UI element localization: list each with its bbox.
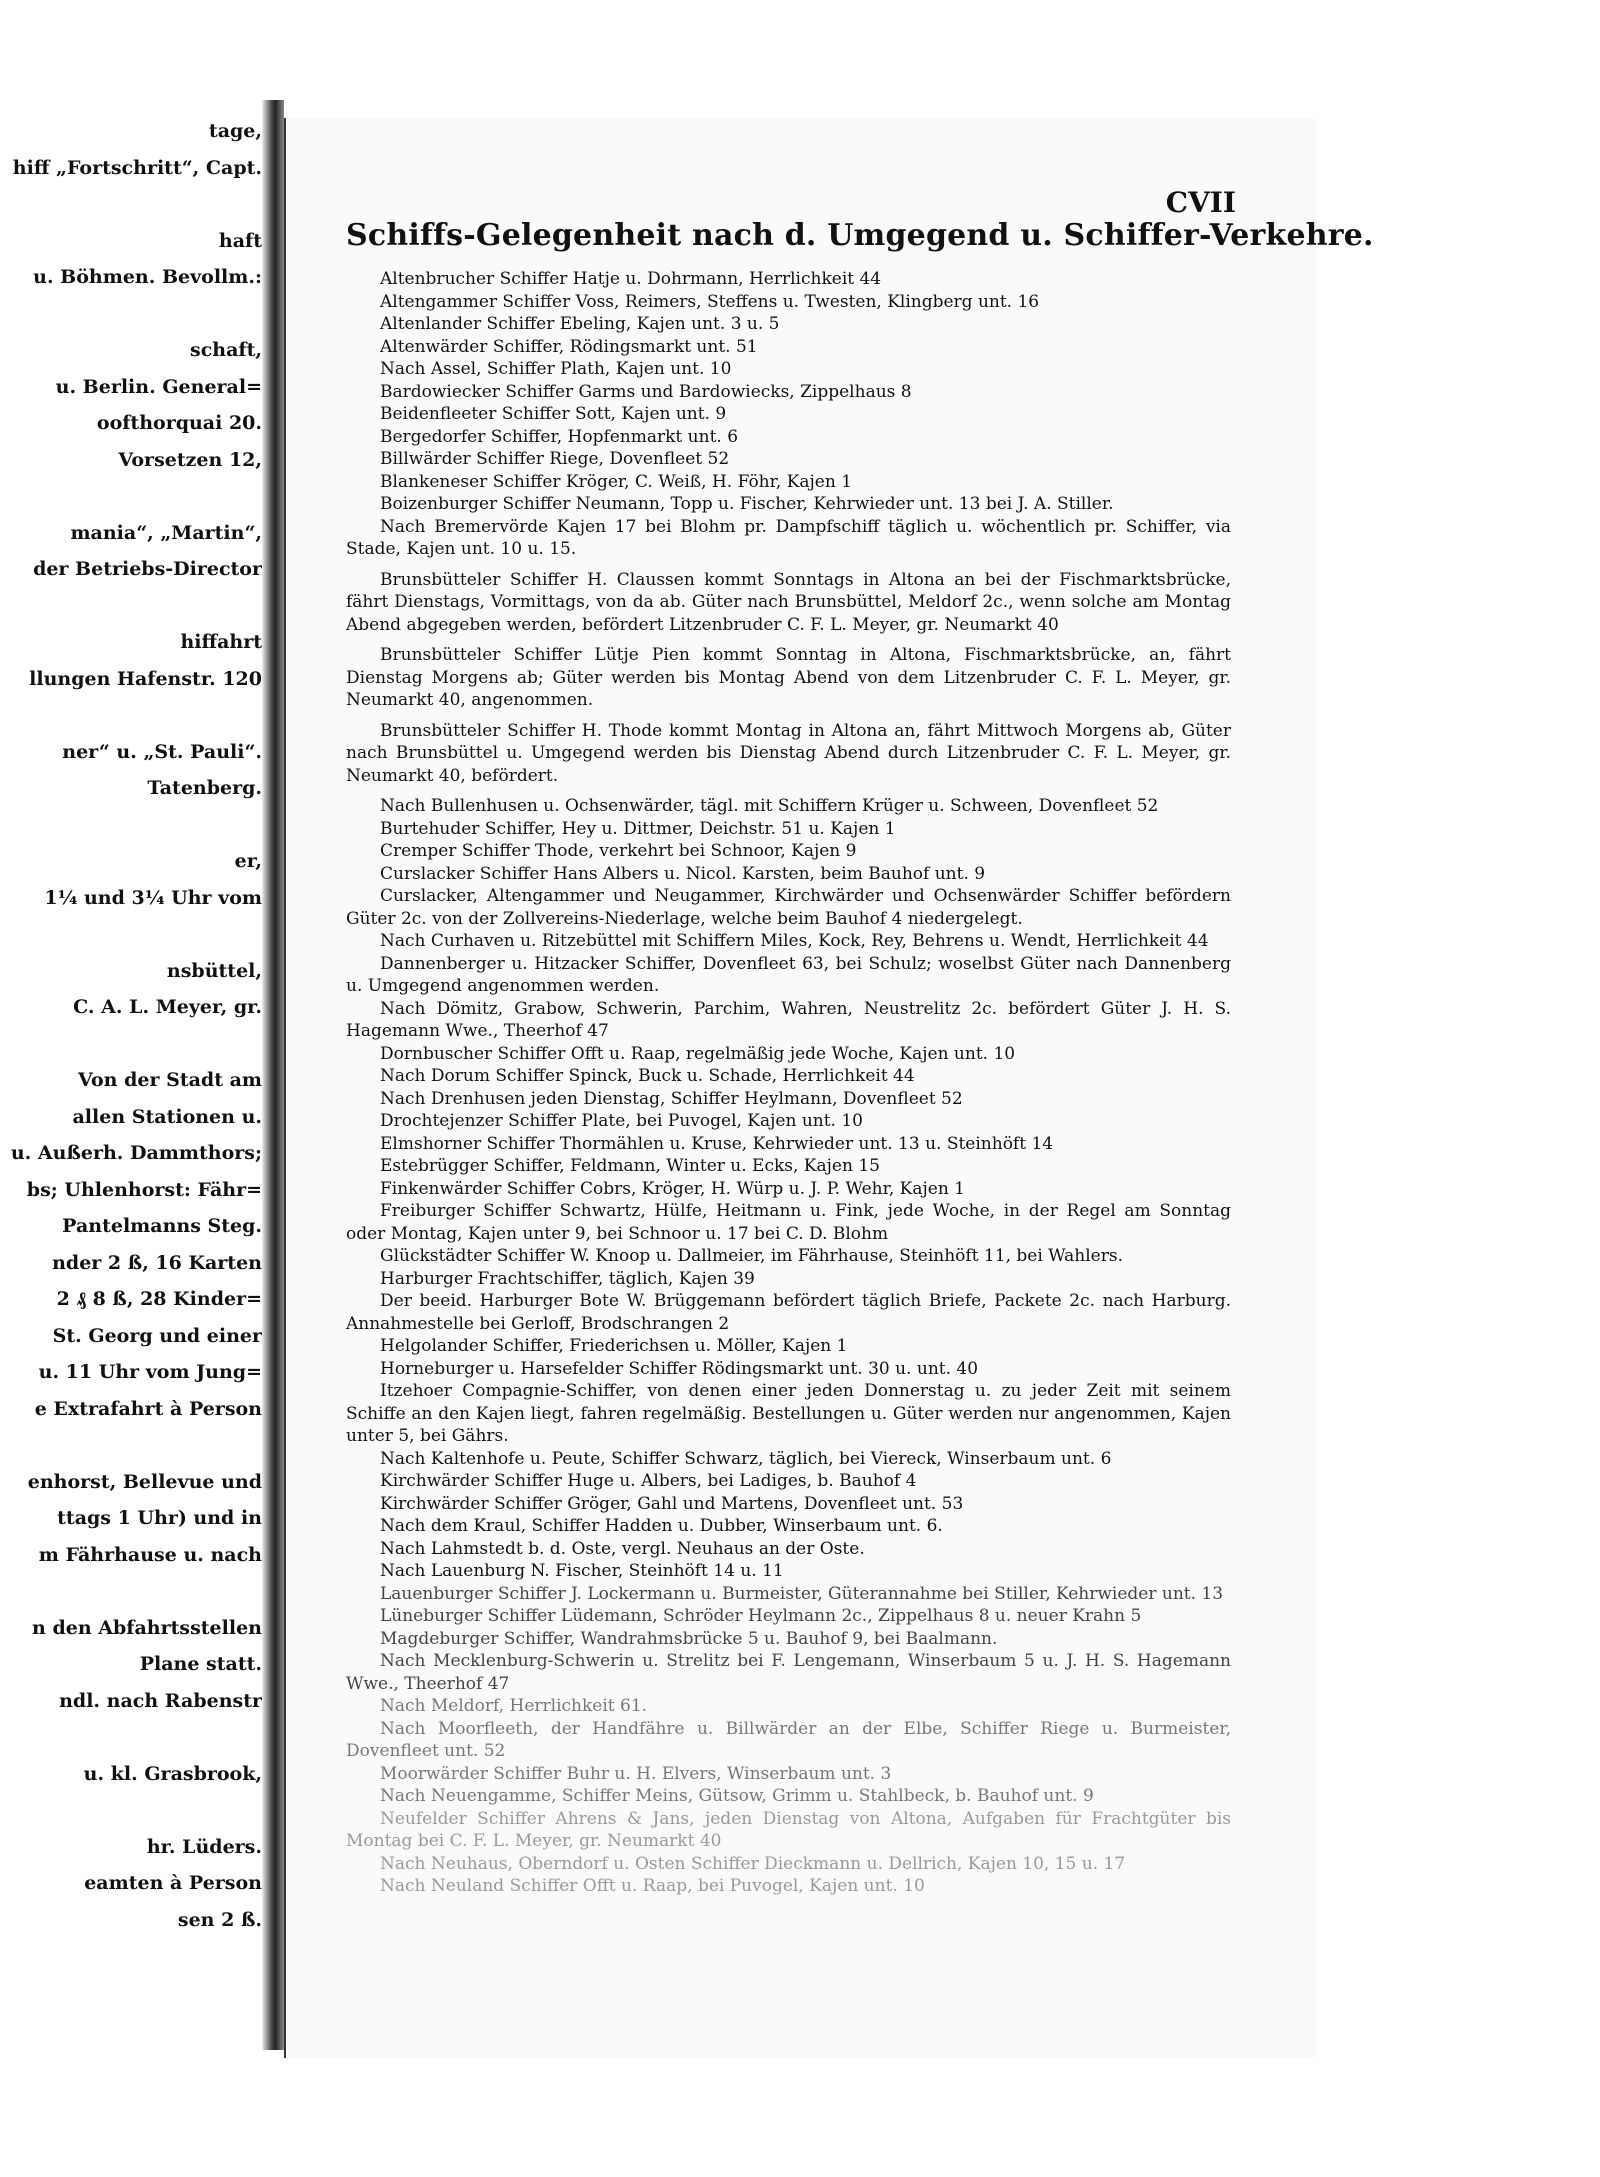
facing-page-line: schaft, bbox=[190, 339, 262, 361]
facing-page-line: hiff „Fortschritt“, Capt. bbox=[12, 156, 262, 179]
directory-entry: Der beeid. Harburger Bote W. Brüggemann befördert täglich Briefe, Packete 2c. nach Harburg. Annahmestelle bei Gerloff, Brodschrangen 2 bbox=[346, 1291, 1231, 1334]
directory-entry: Elmshorner Schiffer Thormählen u. Kruse, Kehrwieder unt. 13 u. Steinhöft 14 bbox=[380, 1133, 1054, 1154]
directory-entry: Harburger Frachtschiffer, täglich, Kajen 39 bbox=[380, 1268, 755, 1289]
directory-entry: Nach Neuhaus, Oberndorf u. Osten Schiffer Dieckmann u. Dellrich, Kajen 10, 15 u. 17 bbox=[380, 1853, 1126, 1874]
facing-page-line: haft bbox=[218, 229, 262, 252]
directory-entry: Kirchwärder Schiffer Gröger, Gahl und Martens, Dovenfleet unt. 53 bbox=[380, 1493, 964, 1514]
directory-entry: Neufelder Schiffer Ahrens & Jans, jeden Dienstag von Altona, Aufgaben für Frachtgüter bis Montag bei C. F. L. Meyer, gr. Neumarkt 40 bbox=[346, 1808, 1231, 1851]
facing-page-line: St. Georg und einer bbox=[52, 1324, 262, 1347]
facing-page-line: hr. Lüders. bbox=[146, 1835, 262, 1858]
facing-page-line: tage, bbox=[208, 120, 262, 142]
directory-entry: Nach dem Kraul, Schiffer Hadden u. Dubber, Winserbaum unt. 6. bbox=[380, 1516, 943, 1536]
facing-page-line: nder 2 ß, 16 Karten bbox=[52, 1251, 262, 1274]
document-page bbox=[284, 118, 1374, 2058]
facing-page-line: u. Außerh. Dammthors; bbox=[10, 1142, 262, 1164]
directory-entry: Bardowiecker Schiffer Garms und Bardowiecks, Zippelhaus 8 bbox=[380, 381, 912, 402]
directory-entry: Nach Mecklenburg-Schwerin u. Strelitz bei F. Lengemann, Winserbaum 5 u. J. H. S. Hagemann Wwe., Theerhof 47 bbox=[346, 1651, 1231, 1694]
directory-entry: Finkenwärder Schiffer Cobrs, Kröger, H. Würp u. J. P. Wehr, Kajen 1 bbox=[380, 1178, 965, 1199]
facing-page-line: ner“ u. „St. Pauli“. bbox=[62, 740, 262, 763]
entry-list bbox=[346, 268, 1231, 1898]
directory-entry: Brunsbütteler Schiffer Lütje Pien kommt Sonntag in Altona, Fischmarktsbrücke, an, fährt Dienstag Morgens ab; Güter werden bis Montag Abend von dem Litzenbruder C. F. L. Meyer, gr. Neumarkt 40, angenommen. bbox=[346, 645, 1231, 710]
directory-entry: Lüneburger Schiffer Lüdemann, Schröder Heylmann 2c., Zippelhaus 8 u. neuer Krahn 5 bbox=[380, 1606, 1142, 1626]
directory-entry: Bergedorfer Schiffer, Hopfenmarkt unt. 6 bbox=[380, 426, 739, 447]
directory-entry: Brunsbütteler Schiffer H. Claussen kommt Sonntags in Altona an bei der Fischmarktsbrücke, fährt Dienstags, Vormittags, von da ab. Güter nach Brunsbüttel, Meldorf 2c., wenn solche am Montag Abend abgegeben werden, befördert Litzenbruder C. F. L. Meyer, gr. Neumarkt 40 bbox=[346, 569, 1231, 635]
directory-entry: Altenwärder Schiffer, Rödingsmarkt unt. 51 bbox=[380, 336, 758, 357]
page-number: CVII bbox=[1165, 186, 1236, 219]
facing-page-line: u. kl. Grasbrook, bbox=[83, 1762, 262, 1785]
directory-entry: Drochtejenzer Schiffer Plate, bei Puvogel, Kajen unt. 10 bbox=[380, 1111, 863, 1131]
directory-entry: Nach Moorfleeth, der Handfähre u. Billwärder an der Elbe, Schiffer Riege u. Burmeister, Dovenfleet unt. 52 bbox=[346, 1718, 1231, 1761]
directory-entry: Estebrügger Schiffer, Feldmann, Winter u. Ecks, Kajen 15 bbox=[380, 1156, 880, 1176]
facing-page-line: Tatenberg. bbox=[147, 777, 262, 799]
facing-page-line: eamten à Person bbox=[84, 1872, 262, 1894]
facing-page-fragment bbox=[0, 120, 262, 2020]
directory-entry: Nach Bullenhusen u. Ochsenwärder, tägl. mit Schiffern Krüger u. Schween, Dovenfleet 52 bbox=[380, 796, 1159, 816]
directory-entry: Kirchwärder Schiffer Huge u. Albers, bei Ladiges, b. Bauhof 4 bbox=[380, 1471, 917, 1491]
directory-entry: Blankeneser Schiffer Kröger, C. Weiß, H. Föhr, Kajen 1 bbox=[380, 471, 853, 492]
facing-page-line: 2 ₰ 8 ß, 28 Kinder= bbox=[56, 1288, 262, 1310]
directory-entry: Altengammer Schiffer Voss, Reimers, Steffens u. Twesten, Klingberg unt. 16 bbox=[380, 291, 1040, 312]
directory-entry: Itzehoer Compagnie-Schiffer, von denen einer jeden Donnerstag u. zu jeder Zeit mit seinem Schiffe an den Kajen liegt, fahren regelmäßig. Bestellungen u. Güter werden nur angenommen, Kajen unter 5, bei Gährs. bbox=[346, 1381, 1231, 1446]
facing-page-line: Von der Stadt am bbox=[78, 1069, 262, 1091]
facing-page-line: der Betriebs-Director bbox=[33, 558, 262, 580]
facing-page-line: er, bbox=[234, 850, 262, 872]
directory-entry: Nach Dorum Schiffer Spinck, Buck u. Schade, Herrlichkeit 44 bbox=[380, 1066, 915, 1086]
directory-entry: Altenbrucher Schiffer Hatje u. Dohrmann, Herrlichkeit 44 bbox=[380, 269, 882, 289]
facing-page-line: Plane statt. bbox=[139, 1653, 262, 1675]
directory-entry: Helgolander Schiffer, Friederichsen u. Möller, Kajen 1 bbox=[380, 1336, 848, 1356]
facing-page-line: ttags 1 Uhr) und in bbox=[57, 1507, 262, 1529]
directory-entry: Nach Dömitz, Grabow, Schwerin, Parchim, Wahren, Neustrelitz 2c. befördert Güter J. H. S. Hagemann Wwe., Theerhof 47 bbox=[346, 998, 1231, 1041]
facing-page-line: allen Stationen u. bbox=[72, 1105, 262, 1128]
facing-page-line: u. Berlin. General= bbox=[55, 375, 262, 398]
directory-entry: Altenlander Schiffer Ebeling, Kajen unt. 3 u. 5 bbox=[380, 314, 780, 334]
facing-page-line: nsbüttel, bbox=[166, 959, 262, 982]
directory-entry: Beidenfleeter Schiffer Sott, Kajen unt. 9 bbox=[380, 404, 727, 424]
directory-entry: Glückstädter Schiffer W. Knoop u. Dallmeier, im Fährhause, Steinhöft 11, bei Wahlers. bbox=[380, 1246, 1123, 1266]
facing-page-line: oofthorquai 20. bbox=[96, 412, 262, 434]
directory-entry: Dornbuscher Schiffer Offt u. Raap, regelmäßig jede Woche, Kajen unt. 10 bbox=[380, 1043, 1016, 1064]
directory-entry: Nach Lauenburg N. Fischer, Steinhöft 14 u. 11 bbox=[380, 1561, 784, 1581]
directory-entry: Nach Bremervörde Kajen 17 bei Blohm pr. Dampfschiff täglich u. wöchentlich pr. Schiffer, via Stade, Kajen unt. 10 u. 15. bbox=[346, 516, 1231, 559]
facing-page-line: hiffahrt bbox=[180, 631, 262, 653]
facing-page-line: m Fährhause u. nach bbox=[38, 1543, 262, 1566]
directory-entry: Dannenberger u. Hitzacker Schiffer, Dovenfleet 63, bei Schulz; woselbst Güter nach Dannenberg u. Umgegend angenommen werden. bbox=[346, 953, 1231, 996]
directory-entry: Magdeburger Schiffer, Wandrahmsbrücke 5 u. Bauhof 9, bei Baalmann. bbox=[380, 1628, 998, 1649]
facing-page-line: n den Abfahrtsstellen bbox=[32, 1616, 262, 1639]
directory-entry: Nach Neuland Schiffer Offt u. Raap, bei Puvogel, Kajen unt. 10 bbox=[380, 1876, 925, 1896]
directory-entry: Lauenburger Schiffer J. Lockermann u. Burmeister, Güterannahme bei Stiller, Kehrwieder unt. 13 bbox=[380, 1583, 1224, 1604]
directory-entry: Burtehuder Schiffer, Hey u. Dittmer, Deichstr. 51 u. Kajen 1 bbox=[380, 818, 896, 839]
directory-entry: Cremper Schiffer Thode, verkehrt bei Schnoor, Kajen 9 bbox=[380, 841, 857, 861]
directory-entry: Horneburger u. Harsefelder Schiffer Rödingsmarkt unt. 30 u. unt. 40 bbox=[380, 1358, 979, 1379]
facing-page-line: enhorst, Bellevue und bbox=[27, 1470, 262, 1493]
directory-entry: Brunsbütteler Schiffer H. Thode kommt Montag in Altona an, fährt Mittwoch Morgens ab, Güter nach Brunsbüttel u. Umgegend werden bis Dienstag Abend durch Litzenbruder C. F. L. Meyer, gr. Neumarkt 40, befördert. bbox=[346, 720, 1231, 786]
directory-entry: Nach Kaltenhofe u. Peute, Schiffer Schwarz, täglich, bei Viereck, Winserbaum unt. 6 bbox=[380, 1448, 1112, 1469]
directory-entry: Nach Meldorf, Herrlichkeit 61. bbox=[380, 1696, 648, 1716]
facing-page-line: sen 2 ß. bbox=[177, 1908, 262, 1931]
directory-entry: Nach Curhaven u. Ritzebüttel mit Schiffern Miles, Kock, Rey, Behrens u. Wendt, Herrlichkeit 44 bbox=[380, 931, 1209, 951]
facing-page-line: C. A. L. Meyer, gr. bbox=[73, 996, 262, 1018]
facing-page-line: u. Böhmen. Bevollm.: bbox=[33, 266, 262, 288]
directory-entry: Curslacker Schiffer Hans Albers u. Nicol. Karsten, beim Bauhof unt. 9 bbox=[380, 863, 986, 884]
directory-entry: Nach Lahmstedt b. d. Oste, vergl. Neuhaus an der Oste. bbox=[380, 1538, 865, 1559]
directory-entry: Nach Drenhusen jeden Dienstag, Schiffer Heylmann, Dovenfleet 52 bbox=[380, 1088, 963, 1109]
facing-page-line: Vorsetzen 12, bbox=[118, 448, 262, 471]
facing-page-line: Pantelmanns Steg. bbox=[62, 1215, 262, 1237]
directory-entry: Billwärder Schiffer Riege, Dovenfleet 52 bbox=[380, 449, 730, 469]
facing-page-line: 1¼ und 3¼ Uhr vom bbox=[44, 886, 262, 909]
book-gutter bbox=[262, 100, 284, 2050]
directory-entry: Nach Neuengamme, Schiffer Meins, Gütsow, Grimm u. Stahlbeck, b. Bauhof unt. 9 bbox=[380, 1786, 1094, 1806]
facing-page-line: bs; Uhlenhorst: Fähr= bbox=[26, 1178, 262, 1201]
facing-page-line: llungen Hafenstr. 120 bbox=[29, 667, 262, 690]
facing-page-line: u. 11 Uhr vom Jung= bbox=[38, 1361, 262, 1383]
facing-page-line: e Extrafahrt à Person bbox=[34, 1397, 262, 1420]
directory-entry: Curslacker, Altengammer und Neugammer, Kirchwärder und Ochsenwärder Schiffer befördern Güter 2c. von der Zollvereins-Niederlage, welche beim Bauhof 4 niedergelegt. bbox=[346, 886, 1231, 929]
facing-page-line: mania“, „Martin“, bbox=[70, 521, 262, 544]
directory-entry: Boizenburger Schiffer Neumann, Topp u. Fischer, Kehrwieder unt. 13 bei J. A. Stiller. bbox=[380, 494, 1114, 514]
directory-entry: Nach Assel, Schiffer Plath, Kajen unt. 10 bbox=[380, 359, 732, 379]
page-heading: Schiffs-Gelegenheit nach d. Umgegend u. Schiffer-Verkehre. bbox=[346, 218, 1374, 253]
directory-entry: Moorwärder Schiffer Buhr u. H. Elvers, Winserbaum unt. 3 bbox=[380, 1763, 892, 1784]
directory-entry: Freiburger Schiffer Schwartz, Hülfe, Heitmann u. Fink, jede Woche, in der Regel am Sonntag oder Montag, Kajen unter 9, bei Schnoor u. 17 bei C. D. Blohm bbox=[346, 1201, 1231, 1244]
facing-page-line: ndl. nach Rabenstr bbox=[59, 1689, 262, 1712]
